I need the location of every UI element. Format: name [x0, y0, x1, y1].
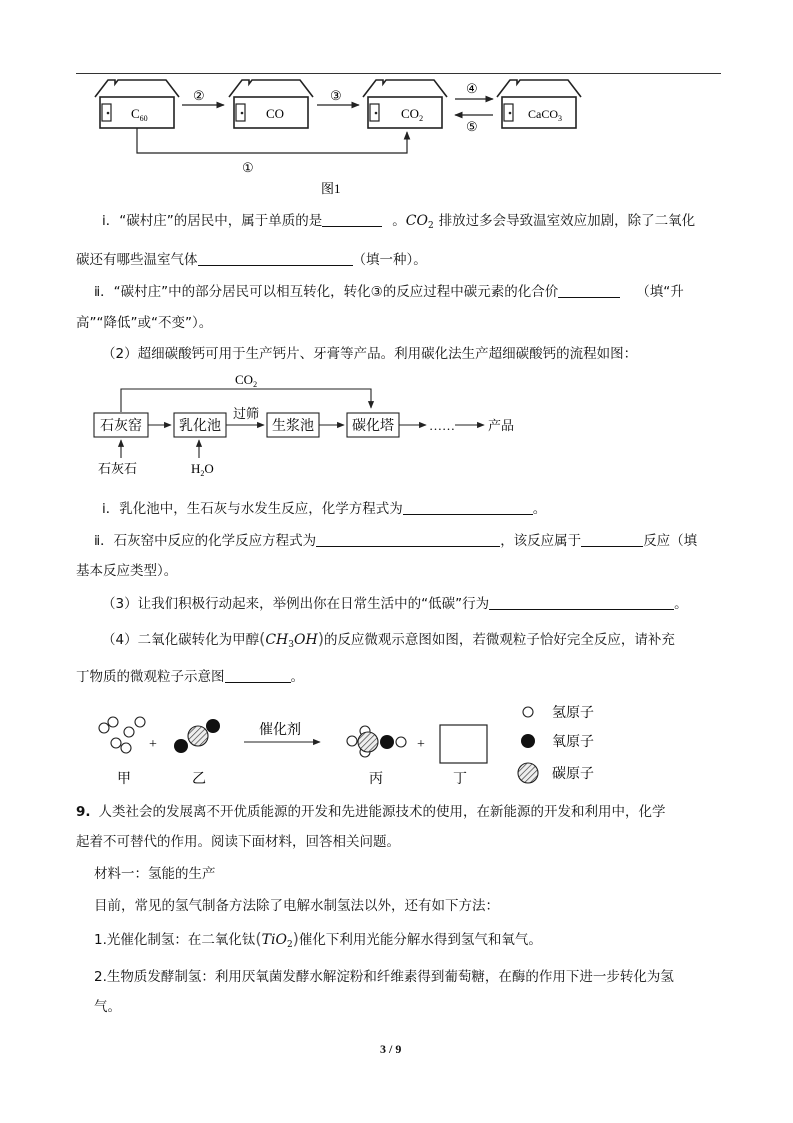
flow-diagram — [94, 372, 514, 478]
q1-line-i-cont: 碳还有哪些温室气体 （填一种）。 — [76, 252, 427, 268]
q9-line-2: 起着不可替代的作用。阅读下面材料，回答相关问题。 — [76, 834, 400, 850]
svg-text:氢原子: 氢原子 — [552, 706, 594, 721]
svg-text:+: + — [149, 737, 157, 752]
molecule-yi — [174, 719, 220, 753]
svg-text:……: …… — [429, 418, 455, 433]
flow-co2-label: $CO_2$ — [235, 372, 258, 389]
q9-item-2: 2.生物质发酵制氢：利用厌氧菌发酵水解淀粉和纤维素得到葡萄糖，在酶的作用下进一步转化为氢 — [94, 969, 674, 985]
answer-blank-valence[interactable] — [558, 283, 620, 298]
molecule-jia — [99, 717, 145, 753]
q2-intro: （2）超细碳酸钙可用于生产钙片、牙膏等产品。利用碳化法生产超细碳酸钙的流程如图： — [102, 346, 638, 362]
svg-text:碳化塔: 碳化塔 — [352, 419, 394, 434]
svg-text:乳化池: 乳化池 — [179, 419, 221, 434]
house-caco3-label: CaCO$_3$ — [528, 107, 562, 123]
house-co — [229, 80, 313, 128]
formula-ch3oh: $CH_3OH$ — [265, 632, 318, 650]
q9-line-1: 9. 人类社会的发展离不开优质能源的开发和先进能源技术的使用，在新能源的开发和利用中，化学 — [76, 804, 666, 820]
q1-line-ii-cont: 高”“降低”或“不变”）。 — [76, 315, 213, 331]
svg-text:石灰窑: 石灰窑 — [100, 419, 142, 434]
arrow-label-5: ⑤ — [466, 119, 478, 134]
house-c60-label: $C_{60}$ — [131, 106, 148, 123]
q4-line: （4）二氧化碳转化为甲醇$(CH_3OH)$的反应微观示意图如图，若微观粒子恰好完全反应，请补充 — [102, 629, 675, 650]
legend — [518, 705, 594, 783]
svg-text:碳原子: 碳原子 — [552, 767, 594, 782]
q9-item-2-cont: 气。 — [94, 999, 121, 1015]
q9-material-1-intro: 目前，常见的氢气制备方法除了电解水制氢法以外，还有如下方法： — [94, 898, 499, 914]
answer-blank-low-carbon[interactable] — [489, 595, 674, 610]
svg-text:H2O: $H_2O$ — [191, 461, 214, 478]
svg-text:甲: 甲 — [117, 772, 131, 787]
svg-text:丁: 丁 — [453, 772, 467, 787]
answer-blank-ding[interactable] — [225, 668, 291, 683]
formula-tio2: TiO$_2$ — [261, 932, 293, 950]
formula-co2: $CO_2$ — [405, 213, 434, 231]
house-co-label: CO — [266, 106, 285, 121]
arrow-1 — [137, 128, 407, 153]
svg-text:产品: 产品 — [488, 418, 515, 433]
house-co2-label: $CO_2$ — [401, 106, 424, 123]
q2-line-ii: ⅱ．石灰窑中反应的化学反应方程式为 ，该反应属于 反应（填 — [94, 533, 698, 549]
answer-blank-gas[interactable] — [198, 251, 353, 266]
q3-line: （3）让我们积极行动起来，举例出你在日常生活中的“低碳”行为 。 — [102, 596, 688, 612]
figure-caption: 图1 — [321, 181, 341, 196]
svg-text:催化剂: 催化剂 — [259, 723, 301, 738]
reaction-diagram — [99, 705, 594, 787]
svg-text:过筛: 过筛 — [233, 406, 260, 421]
svg-text:乙: 乙 — [192, 772, 206, 787]
q9-material-1: 材料一：氢能的生产 — [94, 866, 216, 882]
svg-text:+: + — [417, 737, 425, 752]
svg-text:丙: 丙 — [369, 772, 383, 787]
house-c60 — [95, 80, 179, 128]
answer-box-ding — [440, 725, 487, 763]
house-co2 — [363, 80, 447, 128]
q1-line-i: ⅰ．“碳村庄”的居民中，属于单质的是 。$CO_2$ 排放过多会导致温室效应加剧，除了二氧化 — [102, 213, 696, 231]
svg-text:氧原子: 氧原子 — [552, 735, 594, 750]
answer-blank-equation-2[interactable] — [316, 532, 500, 547]
q1-line-ii: ⅱ．“碳村庄”中的部分居民可以相互转化，转化③的反应过程中碳元素的化合价 （填“升 — [94, 284, 684, 300]
answer-blank-equation-1[interactable] — [403, 500, 533, 515]
q9-item-1: 1.光催化制氢：在二氧化钛(TiO$_2$)催化下利用光能分解水得到氢气和氧气。 — [94, 929, 542, 950]
q2-line-i: ⅰ．乳化池中，生石灰与水发生反应，化学方程式为 。 — [102, 501, 547, 517]
q4-line-cont: 丁物质的微观粒子示意图 。 — [76, 669, 304, 685]
svg-text:生浆池: 生浆池 — [272, 419, 314, 434]
molecule-bing — [347, 726, 406, 757]
svg-text:石灰石: 石灰石 — [98, 461, 138, 476]
arrow-label-1: ① — [242, 160, 254, 175]
arrow-label-4: ④ — [466, 81, 478, 96]
page-number: 3 / 9 — [380, 1042, 402, 1056]
house-caco3 — [497, 80, 581, 128]
q2-line-ii-cont: 基本反应类型）。 — [76, 563, 178, 579]
arrow-label-2: ② — [193, 88, 205, 103]
answer-blank-element[interactable] — [322, 212, 382, 227]
answer-blank-reaction-type[interactable] — [581, 532, 643, 547]
arrow-label-3: ③ — [330, 88, 342, 103]
